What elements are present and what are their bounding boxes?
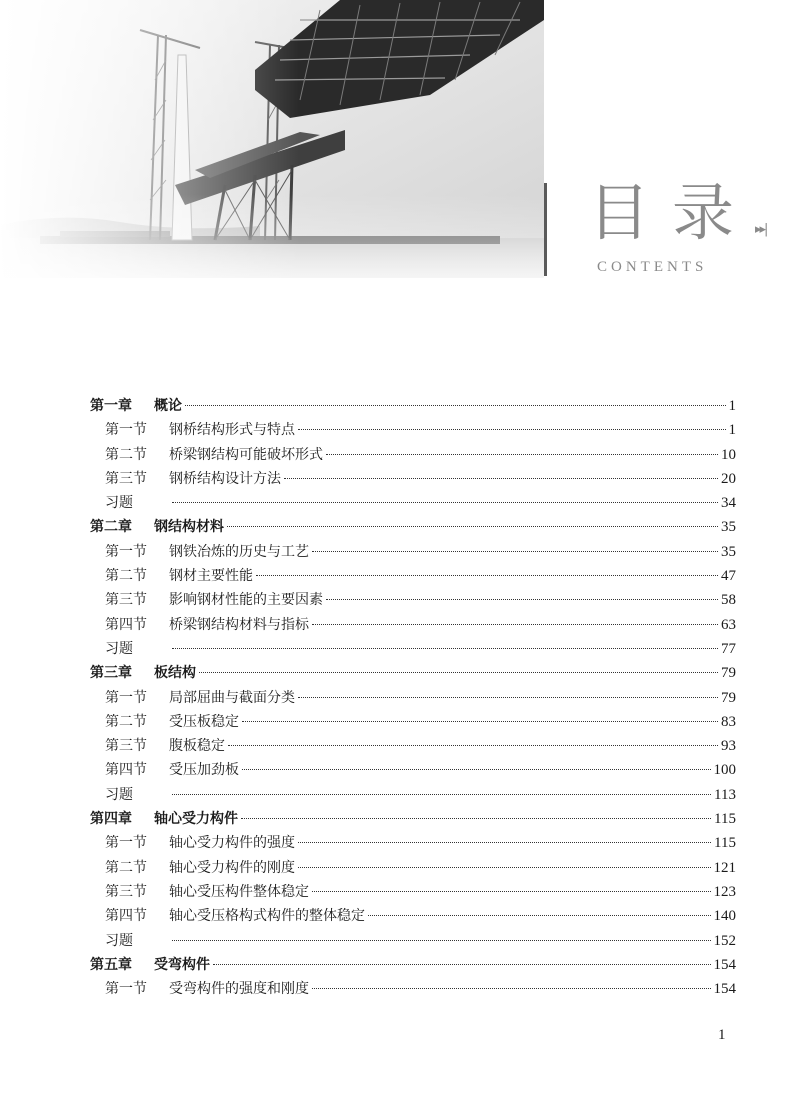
toc-entry-number: 第四节 (105, 762, 147, 779)
toc-entry-label (105, 687, 295, 707)
toc-dot-leader (326, 599, 718, 600)
toc-entry-title: 概论 (154, 398, 182, 414)
toc-entry-label (105, 832, 295, 852)
toc-page-number: 47 (721, 568, 736, 585)
toc-chapter-entry[interactable] (90, 395, 736, 419)
toc-dot-leader (213, 964, 711, 965)
toc-dot-leader (242, 721, 718, 722)
toc-entry-number: 第三节 (105, 883, 147, 900)
toc-entry-number: 第三章 (90, 665, 132, 682)
toc-entry-label (105, 541, 309, 561)
toc-entry-number: 第一章 (90, 398, 132, 414)
toc-entry-title: 桥梁钢结构可能破坏形式 (169, 446, 323, 463)
toc-section-entry[interactable] (90, 565, 736, 589)
toc-entry-title: 轴心受力构件的刚度 (169, 859, 295, 876)
toc-dot-leader (172, 648, 718, 649)
toc-page-number: 154 (713, 956, 736, 973)
toc-dot-leader (312, 551, 718, 552)
toc-dot-leader (227, 526, 718, 527)
toc-dot-leader (312, 891, 711, 892)
header-bridge-photo (0, 0, 544, 278)
toc-entry-label (105, 638, 169, 658)
toc-page-number: 20 (721, 470, 736, 487)
toc-dot-leader (172, 940, 711, 941)
toc-entry-label (105, 759, 239, 779)
toc-entry-title: 钢结构材料 (154, 519, 224, 536)
toc-entry-number: 第一节 (105, 543, 147, 560)
toc-page-number: 83 (721, 713, 736, 730)
toc-entry-number: 第一节 (105, 835, 147, 852)
toc-page-number: 140 (713, 908, 736, 925)
toc-section-entry[interactable] (90, 784, 736, 808)
toc-page-number: 34 (721, 495, 736, 512)
toc-entry-label (105, 711, 239, 731)
toc-section-entry[interactable] (90, 614, 736, 638)
toc-dot-leader (368, 915, 711, 916)
toc-chapter-entry[interactable] (90, 662, 736, 686)
toc-entry-title: 轴心受力构件 (154, 811, 238, 828)
toc-dot-leader (242, 769, 711, 770)
toc-entry-title: 钢材主要性能 (169, 568, 253, 585)
toc-entry-label (105, 614, 309, 634)
toc-section-entry[interactable] (90, 541, 736, 565)
toc-section-entry[interactable] (90, 905, 736, 929)
toc-entry-label (105, 930, 169, 950)
toc-section-entry[interactable] (90, 881, 736, 905)
toc-entry-label (105, 905, 365, 925)
toc-chapter-entry[interactable] (90, 954, 736, 978)
toc-entry-title: 钢桥结构设计方法 (169, 470, 281, 487)
toc-entry-title: 板结构 (154, 665, 196, 682)
toc-page-number: 115 (714, 835, 736, 852)
toc-entry-label (105, 468, 281, 488)
toc-entry-number: 第二节 (105, 859, 147, 876)
toc-entry-title: 轴心受压格构式构件的整体稳定 (169, 908, 365, 925)
toc-section-entry[interactable] (90, 857, 736, 881)
toc-entry-title: 腹板稳定 (169, 738, 225, 755)
page-subtitle: CONTENTS (597, 259, 708, 275)
toc-page-number: 123 (713, 883, 736, 900)
toc-entry-label (90, 662, 196, 682)
toc-dot-leader (298, 429, 726, 430)
toc-section-entry[interactable] (90, 444, 736, 468)
toc-entry-number: 第四节 (105, 908, 147, 925)
toc-page-number: 1 (728, 398, 736, 414)
toc-page-number: 113 (714, 786, 736, 803)
toc-entry-number: 第四章 (90, 811, 132, 828)
toc-entry-label (90, 954, 210, 974)
toc-dot-leader (298, 867, 711, 868)
toc-page-number: 35 (721, 543, 736, 560)
toc-entry-label (105, 881, 309, 901)
toc-page-number: 35 (721, 519, 736, 536)
toc-dot-leader (326, 454, 718, 455)
toc-dot-leader (256, 575, 718, 576)
toc-entry-label (90, 808, 238, 828)
toc-entry-title: 钢铁冶炼的历史与工艺 (169, 543, 309, 560)
toc-entry-label (105, 589, 323, 609)
header-divider (544, 183, 547, 276)
toc-dot-leader (172, 502, 718, 503)
toc-section-entry[interactable] (90, 638, 736, 662)
toc-entry-number: 第三节 (105, 738, 147, 755)
page-title: 目录 (588, 176, 757, 249)
toc-section-entry[interactable] (90, 978, 736, 1002)
toc-dot-leader (284, 478, 718, 479)
toc-page-number: 93 (721, 738, 736, 755)
toc-entry-label (105, 444, 323, 464)
toc-entry-label (105, 784, 169, 804)
toc-page-number: 154 (713, 981, 736, 998)
toc-entry-title: 轴心受压构件整体稳定 (169, 883, 309, 900)
toc-dot-leader (241, 818, 711, 819)
toc-dot-leader (312, 988, 711, 989)
toc-entry-title: 受弯构件的强度和刚度 (169, 981, 309, 998)
toc-page-number: 100 (713, 762, 736, 779)
toc-entry-title: 局部屈曲与截面分类 (169, 689, 295, 706)
toc-page-number: 152 (713, 932, 736, 949)
toc-entry-number: 第五章 (90, 956, 132, 973)
toc-entry-title: 影响钢材性能的主要因素 (169, 592, 323, 609)
toc-entry-number: 第二章 (90, 519, 132, 536)
toc-dot-leader (172, 794, 711, 795)
toc-page-number: 79 (721, 689, 736, 706)
toc-entry-title: 受弯构件 (154, 956, 210, 973)
table-of-contents (90, 395, 736, 1002)
toc-entry-number: 第二节 (105, 568, 147, 585)
toc-page-number: 121 (713, 859, 736, 876)
toc-entry-label (105, 419, 295, 439)
toc-entry-number: 第三节 (105, 470, 147, 487)
toc-entry-number: 习题 (105, 495, 133, 512)
toc-chapter-entry[interactable] (90, 516, 736, 540)
toc-page-number: 63 (721, 616, 736, 633)
toc-entry-label (105, 978, 309, 998)
toc-section-entry[interactable] (90, 687, 736, 711)
toc-page-number: 77 (721, 640, 736, 657)
toc-section-entry[interactable] (90, 589, 736, 613)
toc-chapter-entry[interactable] (90, 808, 736, 832)
toc-page-number: 79 (721, 665, 736, 682)
toc-dot-leader (298, 842, 711, 843)
toc-entry-number: 习题 (105, 932, 133, 949)
toc-entry-title: 钢桥结构形式与特点 (169, 422, 295, 439)
toc-section-entry[interactable] (90, 711, 736, 735)
title-arrows-icon: ▸▸| (755, 222, 767, 237)
toc-entry-label (105, 492, 169, 512)
toc-section-entry[interactable] (90, 735, 736, 759)
toc-dot-leader (185, 405, 726, 406)
toc-page-number: 115 (714, 811, 736, 828)
toc-page-number: 1 (728, 422, 736, 439)
toc-section-entry[interactable] (90, 419, 736, 443)
toc-entry-number: 习题 (105, 640, 133, 657)
toc-section-entry[interactable] (90, 492, 736, 516)
toc-entry-label (105, 565, 253, 585)
toc-entry-number: 第二节 (105, 713, 147, 730)
toc-entry-label (105, 735, 225, 755)
toc-entry-number: 习题 (105, 786, 133, 803)
toc-entry-label (105, 857, 295, 877)
toc-entry-title: 桥梁钢结构材料与指标 (169, 616, 309, 633)
toc-entry-title: 受压加劲板 (169, 762, 239, 779)
toc-section-entry[interactable] (90, 759, 736, 783)
toc-section-entry[interactable] (90, 832, 736, 856)
toc-section-entry[interactable] (90, 930, 736, 954)
toc-entry-title: 受压板稳定 (169, 713, 239, 730)
toc-section-entry[interactable] (90, 468, 736, 492)
toc-dot-leader (312, 624, 718, 625)
toc-entry-number: 第二节 (105, 446, 147, 463)
toc-entry-label (90, 516, 224, 536)
toc-entry-number: 第三节 (105, 592, 147, 609)
toc-entry-label (90, 395, 182, 415)
page-number: 1 (718, 1027, 726, 1043)
toc-entry-number: 第一节 (105, 422, 147, 439)
toc-entry-number: 第四节 (105, 616, 147, 633)
toc-page-number: 58 (721, 592, 736, 609)
toc-entry-number: 第一节 (105, 981, 147, 998)
toc-entry-title: 轴心受力构件的强度 (169, 835, 295, 852)
toc-dot-leader (298, 697, 718, 698)
toc-dot-leader (199, 672, 718, 673)
toc-page-number: 10 (721, 446, 736, 463)
toc-dot-leader (228, 745, 718, 746)
toc-entry-number: 第一节 (105, 689, 147, 706)
